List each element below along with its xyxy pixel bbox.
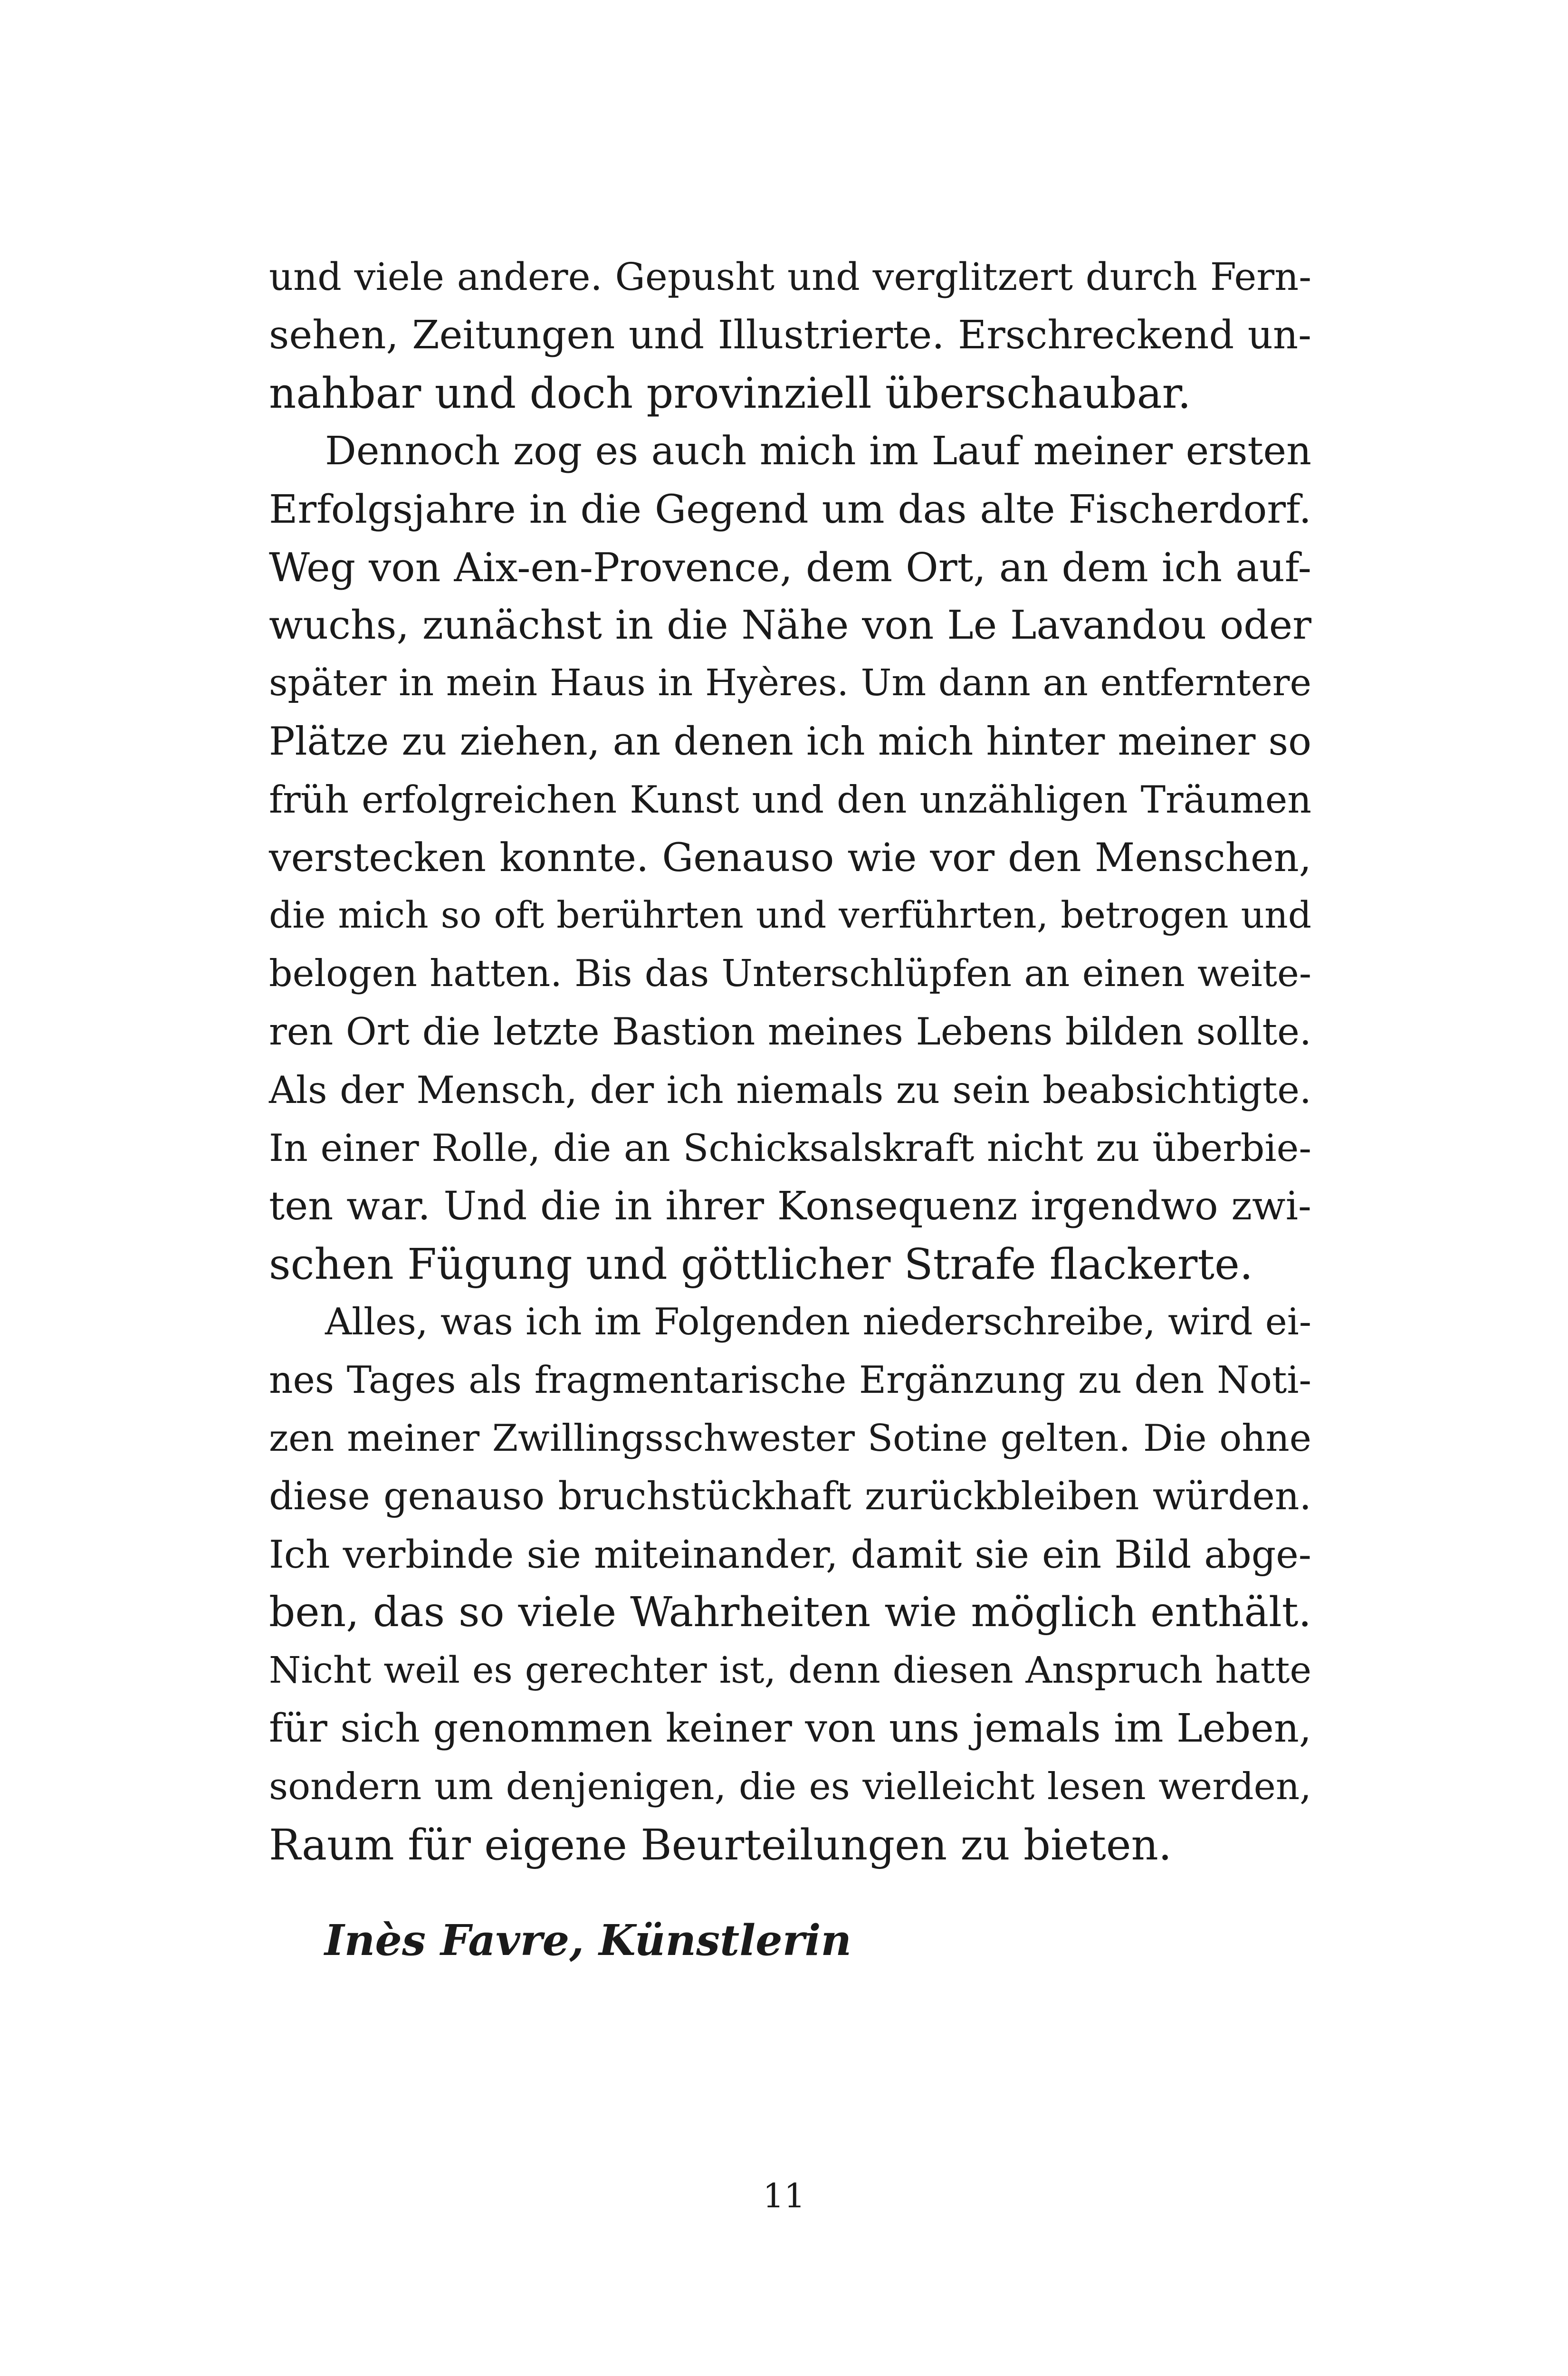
author-signature: Inès Favre, Künstlerin <box>325 1915 852 1965</box>
text-line: In einer Rolle, die an Schicksalskraft nicht zu überbie- <box>269 1126 1311 1170</box>
text-line: früh erfolgreichen Kunst und den unzähligen Träumen <box>269 777 1311 822</box>
text-line: Dennoch zog es auch mich im Lauf meiner ersten <box>325 428 1311 474</box>
text-line: Raum für eigene Beurteilungen zu bieten. <box>269 1820 1172 1870</box>
text-line: Alles, was ich im Folgenden niederschreibe, wird ei- <box>325 1301 1311 1344</box>
body-text <box>269 248 1311 1874</box>
text-line: später in mein Haus in Hyères. Um dann an entferntere <box>269 662 1311 705</box>
text-line: nes Tages als fragmentarische Ergänzung zu den Noti- <box>269 1358 1311 1402</box>
text-line: sondern um denjenigen, die es vielleicht lesen werden, <box>269 1764 1311 1808</box>
text-line: Erfolgsjahre in die Gegend um das alte Fischerdorf. <box>269 486 1311 532</box>
text-line: Nicht weil es gerechter ist, denn diesen Anspruch hatte <box>269 1649 1311 1692</box>
text-line: für sich genommen keiner von uns jemals im Leben, <box>269 1705 1311 1751</box>
text-line: nahbar und doch provinziell überschaubar. <box>269 368 1191 418</box>
text-line: ben, das so viele Wahrheiten wie möglich enthält. <box>269 1589 1311 1637</box>
text-line: ren Ort die letzte Bastion meines Lebens bilden sollte. <box>269 1010 1311 1054</box>
text-line: Ich verbinde sie miteinander, damit sie ein Bild abge- <box>269 1532 1311 1577</box>
text-line: zen meiner Zwillingsschwester Sotine gelten. Die ohne <box>269 1417 1311 1460</box>
text-line: sehen, Zeitungen und Illustrierte. Erschreckend un- <box>269 312 1311 358</box>
text-line: verstecken konnte. Genauso wie vor den Menschen, <box>269 834 1311 881</box>
text-line: Als der Mensch, der ich niemals zu sein beabsichtigte. <box>269 1068 1311 1112</box>
text-line: Weg von Aix-en-Provence, dem Ort, an dem ich auf- <box>269 544 1311 591</box>
text-line: belogen hatten. Bis das Unterschlüpfen an einen weite- <box>269 952 1311 996</box>
text-line: und viele andere. Gepusht und verglitzert durch Fern- <box>269 255 1311 299</box>
page-number: 11 <box>763 2176 805 2215</box>
text-line: die mich so oft berührten und verführten, betrogen und <box>269 894 1311 937</box>
text-line: ten war. Und die in ihrer Konsequenz irgendwo zwi- <box>269 1183 1311 1229</box>
text-line: wuchs, zunächst in die Nähe von Le Lavandou oder <box>269 602 1311 649</box>
text-line: Plätze zu ziehen, an denen ich mich hinter meiner so <box>269 719 1311 764</box>
text-line: diese genauso bruchstückhaft zurückbleiben würden. <box>269 1474 1311 1518</box>
text-line: schen Fügung und göttlicher Strafe flackerte. <box>269 1239 1253 1289</box>
